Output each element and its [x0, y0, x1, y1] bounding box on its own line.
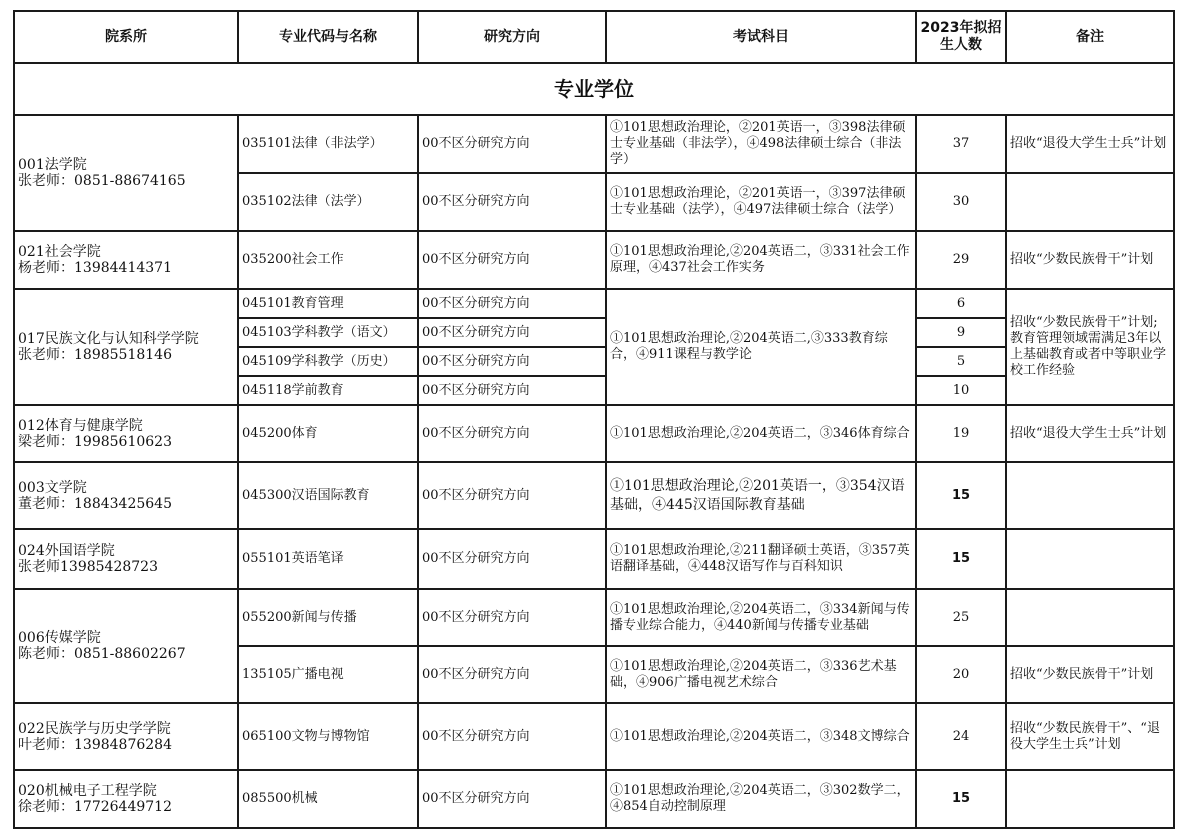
dept-cell — [14, 703, 238, 770]
dept-contact: 梁老师：19985610623 — [18, 433, 172, 450]
admissions-table — [13, 10, 1175, 829]
quota-cell: 15 — [916, 529, 1006, 589]
header-quota-line1: 2023年拟招 — [920, 20, 1002, 36]
dept-name: 006传媒学院 — [18, 630, 101, 646]
direction-cell: 00不区分研究方向 — [418, 462, 606, 529]
major-cell: 085500机械 — [238, 770, 418, 828]
header-quota-line2: 生人数 — [940, 37, 982, 53]
direction-cell: 00不区分研究方向 — [418, 770, 606, 828]
exam-cell: ①101思想政治理论,②204英语二，③336艺术基础，④906广播电视艺术综合 — [606, 646, 916, 703]
direction-cell: 00不区分研究方向 — [418, 703, 606, 770]
dept-cell — [14, 405, 238, 462]
table-row — [14, 529, 1174, 589]
direction-cell: 00不区分研究方向 — [418, 289, 606, 318]
major-cell: 045103学科教学（语文） — [238, 318, 418, 347]
dept-contact: 徐老师：17726449712 — [18, 799, 172, 815]
note-cell — [1006, 529, 1174, 589]
exam-cell: ①101思想政治理论，②201英语一，③398法律硕士专业基础（非法学），④498法律硕士综合（非法学） — [606, 115, 916, 173]
quota-cell: 10 — [916, 376, 1006, 405]
quota-cell: 15 — [916, 462, 1006, 529]
note-cell — [1006, 173, 1174, 231]
major-cell: 045200体育 — [238, 405, 418, 462]
dept-contact: 张老师：18985518146 — [18, 347, 172, 363]
table-row — [14, 462, 1174, 529]
major-cell: 055200新闻与传播 — [238, 589, 418, 646]
section-row — [14, 63, 1174, 115]
dept-contact: 陈老师：0851-88602267 — [18, 646, 186, 662]
direction-cell: 00不区分研究方向 — [418, 231, 606, 289]
note-cell: 招收“少数民族骨干”计划 — [1006, 646, 1174, 703]
direction-cell: 00不区分研究方向 — [418, 376, 606, 405]
table-row — [14, 770, 1174, 828]
major-cell: 035102法律（法学） — [238, 173, 418, 231]
exam-cell: ①101思想政治理论,②211翻译硕士英语，③357英语翻译基础，④448汉语写作与百科知识 — [606, 529, 916, 589]
quota-cell: 30 — [916, 173, 1006, 231]
direction-cell: 00不区分研究方向 — [418, 318, 606, 347]
note-cell — [1006, 462, 1174, 529]
header-row — [14, 11, 1174, 63]
major-cell: 035200社会工作 — [238, 231, 418, 289]
header-major: 专业代码与名称 — [238, 11, 418, 63]
major-cell: 045101教育管理 — [238, 289, 418, 318]
major-cell: 045109学科教学（历史） — [238, 347, 418, 376]
quota-cell: 29 — [916, 231, 1006, 289]
dept-cell — [14, 589, 238, 703]
exam-cell: ①101思想政治理论,②204英语二,③333教育综合，④911课程与教学论 — [606, 289, 916, 405]
exam-cell: ①101思想政治理论，②201英语一，③397法律硕士专业基础（法学），④497法律硕士综合（法学） — [606, 173, 916, 231]
quota-cell: 6 — [916, 289, 1006, 318]
exam-cell: ①101思想政治理论,②204英语二，③334新闻与传播专业综合能力，④440新闻与传播专业基础 — [606, 589, 916, 646]
dept-contact: 张老师：0851-88674165 — [18, 173, 186, 189]
major-cell: 065100文物与博物馆 — [238, 703, 418, 770]
direction-cell: 00不区分研究方向 — [418, 405, 606, 462]
major-cell: 055101英语笔译 — [238, 529, 418, 589]
dept-name: 017民族文化与认知科学学院 — [18, 331, 199, 347]
quota-cell: 15 — [916, 770, 1006, 828]
dept-name: 001法学院 — [18, 157, 87, 173]
dept-name: 021社会学院 — [18, 244, 101, 260]
table-row — [14, 589, 1174, 646]
dept-name: 024外国语学院 — [18, 543, 115, 559]
header-exam: 考试科目 — [606, 11, 916, 63]
note-cell: 招收“退役大学生士兵”计划 — [1006, 115, 1174, 173]
table-row — [14, 115, 1174, 173]
direction-cell: 00不区分研究方向 — [418, 589, 606, 646]
dept-contact: 叶老师：13984876284 — [18, 736, 172, 753]
dept-cell — [14, 529, 238, 589]
quota-cell: 25 — [916, 589, 1006, 646]
dept-name: 003文学院 — [18, 479, 87, 496]
direction-cell: 00不区分研究方向 — [418, 529, 606, 589]
major-cell: 045300汉语国际教育 — [238, 462, 418, 529]
section-title: 专业学位 — [14, 63, 1174, 115]
major-cell: 035101法律（非法学） — [238, 115, 418, 173]
exam-cell: ①101思想政治理论,②204英语二，③331社会工作原理，④437社会工作实务 — [606, 231, 916, 289]
header-note: 备注 — [1006, 11, 1174, 63]
note-cell: 招收“少数民族骨干”、“退役大学生士兵”计划 — [1006, 703, 1174, 770]
note-cell: 招收“退役大学生士兵”计划 — [1006, 405, 1174, 462]
exam-cell: ①101思想政治理论,②204英语二，③346体育综合 — [606, 405, 916, 462]
direction-cell: 00不区分研究方向 — [418, 646, 606, 703]
table-row — [14, 405, 1174, 462]
table-row — [14, 289, 1174, 318]
note-cell: 招收“少数民族骨干”计划 — [1006, 231, 1174, 289]
dept-name: 020机械电子工程学院 — [18, 783, 157, 799]
direction-cell: 00不区分研究方向 — [418, 173, 606, 231]
direction-cell: 00不区分研究方向 — [418, 115, 606, 173]
major-cell: 135105广播电视 — [238, 646, 418, 703]
note-cell — [1006, 770, 1174, 828]
header-quota — [916, 11, 1006, 63]
dept-name: 012体育与健康学院 — [18, 417, 143, 434]
table-row — [14, 231, 1174, 289]
note-cell — [1006, 589, 1174, 646]
dept-contact: 张老师13985428723 — [18, 559, 158, 575]
header-dept: 院系所 — [14, 11, 238, 63]
exam-cell: ①101思想政治理论,②204英语二，③348文博综合 — [606, 703, 916, 770]
dept-cell — [14, 462, 238, 529]
note-cell: 招收“少数民族骨干”计划;教育管理领域需满足3年以上基础教育或者中等职业学校工作经验 — [1006, 289, 1174, 405]
quota-cell: 19 — [916, 405, 1006, 462]
table-row — [14, 703, 1174, 770]
major-cell: 045118学前教育 — [238, 376, 418, 405]
dept-contact: 杨老师：13984414371 — [18, 260, 172, 276]
header-direction: 研究方向 — [418, 11, 606, 63]
dept-name: 022民族学与历史学学院 — [18, 720, 171, 737]
quota-cell: 5 — [916, 347, 1006, 376]
quota-cell: 20 — [916, 646, 1006, 703]
quota-cell: 24 — [916, 703, 1006, 770]
dept-cell — [14, 289, 238, 405]
dept-cell — [14, 770, 238, 828]
direction-cell: 00不区分研究方向 — [418, 347, 606, 376]
exam-cell: ①101思想政治理论,②204英语二，③302数学二，④854自动控制原理 — [606, 770, 916, 828]
exam-cell: ①101思想政治理论,②201英语一，③354汉语基础，④445汉语国际教育基础 — [606, 462, 916, 529]
dept-cell — [14, 115, 238, 231]
quota-cell: 37 — [916, 115, 1006, 173]
dept-cell — [14, 231, 238, 289]
quota-cell: 9 — [916, 318, 1006, 347]
dept-contact: 董老师：18843425645 — [18, 495, 172, 512]
